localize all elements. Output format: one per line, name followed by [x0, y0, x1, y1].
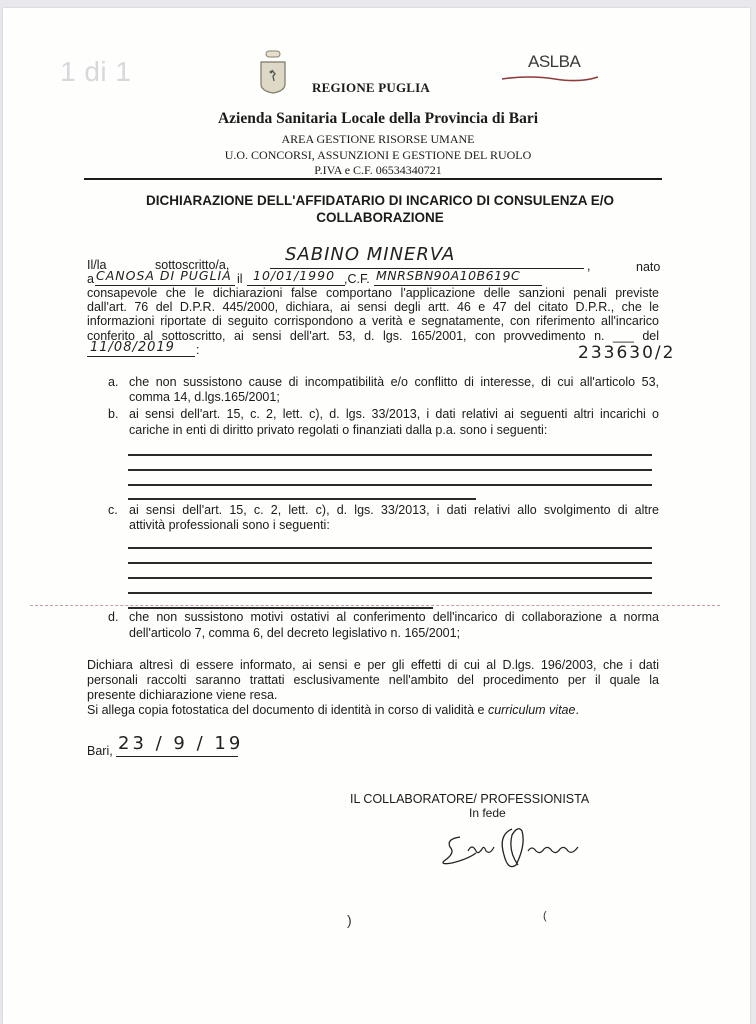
attachment-period: .: [575, 703, 579, 717]
item-d-line-1: che non sussistono motivi ostativi al conferimento dell'incarico di collaborazione a norma: [129, 610, 659, 624]
item-c-blank-line[interactable]: [128, 592, 652, 594]
signing-date-field[interactable]: 23 / 9 / 19: [118, 733, 244, 754]
header-divider: [84, 178, 662, 180]
label-il: il: [237, 272, 243, 286]
item-b-blank-line[interactable]: [128, 484, 652, 486]
signature-title: IL COLLABORATORE/ PROFESSIONISTA: [350, 792, 590, 806]
unit-name: U.O. CONCORSI, ASSUNZIONI E GESTIONE DEL RUOLO: [224, 148, 532, 162]
item-b-marker: b.: [108, 407, 119, 421]
title-line-1: DICHIARAZIONE DELL'AFFIDATARIO DI INCARICO DI CONSULENZA E/O: [146, 193, 614, 208]
page-counter: 1 di 1: [60, 56, 132, 87]
body-line-1: consapevole che le dichiarazioni false comportano l'applicazione delle sanzioni penali previste: [87, 286, 659, 300]
item-a-line-1: che non sussistono cause di incompatibilità e/o conflitto di interesse, di cui all'articolo 53,: [129, 375, 659, 389]
vat-number: P.IVA e C.F. 06534340721: [314, 163, 442, 177]
scan-speck: (: [543, 910, 547, 922]
item-d-line-2: dell'articolo 7, comma 6, del decreto legislativo n. 165/2001;: [129, 626, 461, 640]
body-line-3: informazioni riportate di seguito corrispondono a verità e segnatamente, con riferimento all'incarico: [87, 314, 659, 328]
name-comma: ,: [587, 259, 591, 273]
body-line-4: conferito al sottoscritto, ai sensi dell'art. 53, d. lgs. 165/2001, con provvedimento n. ___ del: [87, 329, 659, 343]
agency-name: Azienda Sanitaria Locale della Provincia di Bari: [217, 110, 539, 127]
item-c-blank-line[interactable]: [128, 577, 652, 579]
label-nato: nato: [636, 260, 661, 274]
title-line-2: COLLABORAZIONE: [316, 210, 444, 225]
place-label: Bari,: [87, 744, 113, 758]
birthplace-field[interactable]: CANOSA DI PUGLIA: [96, 268, 232, 283]
provision-number-field[interactable]: 233630/2: [578, 343, 676, 363]
item-a-line-2: comma 14, d.lgs.165/2001;: [129, 390, 280, 404]
privacy-line-3: presente dichiarazione viene resa.: [87, 688, 278, 702]
body-line-2: dall'art. 76 del D.P.R. 445/2000, dichiara, ai sensi degli artt. 46 e 47 del citato D.P.R., che le: [87, 300, 659, 314]
label-il-la: Il/la: [87, 258, 107, 272]
scan-speck: ): [347, 912, 352, 928]
privacy-line-2: personali raccolti saranno trattati esclusivamente nell'ambito del procedimento per il quale la: [87, 673, 659, 687]
privacy-line-4: [87, 703, 579, 718]
asl-ba-logo: [528, 52, 580, 72]
regione-puglia-crest-icon: [258, 50, 288, 94]
label-cf: ,C.F.: [344, 272, 370, 286]
logo-swoosh-icon: [500, 73, 600, 83]
name-field[interactable]: SABINO MINERVA: [285, 244, 456, 265]
item-b-line-2: cariche in enti di diritto privato regolati o finanziati dalla p.a. sono i seguenti:: [129, 423, 548, 437]
tax-code-field[interactable]: MNRSBN90A10B619C: [376, 268, 521, 283]
item-a-marker: a.: [108, 375, 119, 389]
region-name: REGIONE PUGLIA: [312, 80, 431, 95]
area-name: AREA GESTIONE RISORSE UMANE: [281, 132, 475, 146]
curriculum-vitae-text: curriculum vitae: [487, 703, 576, 717]
provision-date-field[interactable]: 11/08/2019: [90, 340, 175, 355]
item-c-marker: c.: [108, 503, 118, 517]
item-c-blank-line[interactable]: [128, 562, 652, 564]
item-d-marker: d.: [108, 610, 119, 624]
document-title: [80, 192, 680, 226]
item-b-line-1: ai sensi dell'art. 15, c. 2, lett. c), d. lgs. 33/2013, i dati relativi ai seguenti altri incarichi o: [129, 407, 659, 421]
handwritten-signature-icon: [438, 825, 598, 875]
signing-date-underline: [116, 756, 238, 757]
item-c-blank-line[interactable]: [128, 607, 433, 609]
provision-date-underline: [87, 356, 195, 357]
label-sottoscritto: sottoscritto/a,: [155, 258, 230, 272]
in-fede-label: In fede: [469, 806, 506, 820]
birthdate-field[interactable]: 10/01/1990: [253, 268, 336, 283]
item-b-blank-line[interactable]: [128, 498, 476, 500]
scan-artifact-dashed-line: [30, 605, 720, 606]
item-b-blank-line[interactable]: [128, 454, 652, 456]
logo-text-ba: BA: [558, 52, 581, 71]
item-c-blank-line[interactable]: [128, 547, 652, 549]
logo-text-asl: ASL: [528, 52, 559, 71]
item-c-line-2: attività professionali sono i seguenti:: [129, 518, 330, 532]
provision-colon: :: [196, 343, 200, 357]
privacy-line-1: Dichiara altresì di essere informato, ai sensi e per gli effetti di cui al D.lgs. 196/2003, che i dati: [87, 658, 659, 672]
item-c-line-1: ai sensi dell'art. 15, c. 2, lett. c), d. lgs. 33/2013, i dati relativi allo svolgimento di altre: [129, 503, 659, 517]
item-b-blank-line[interactable]: [128, 469, 652, 471]
attachment-text: Si allega copia fotostatica del documento di identità in corso di validità e: [87, 703, 488, 717]
label-a: a: [87, 272, 94, 286]
